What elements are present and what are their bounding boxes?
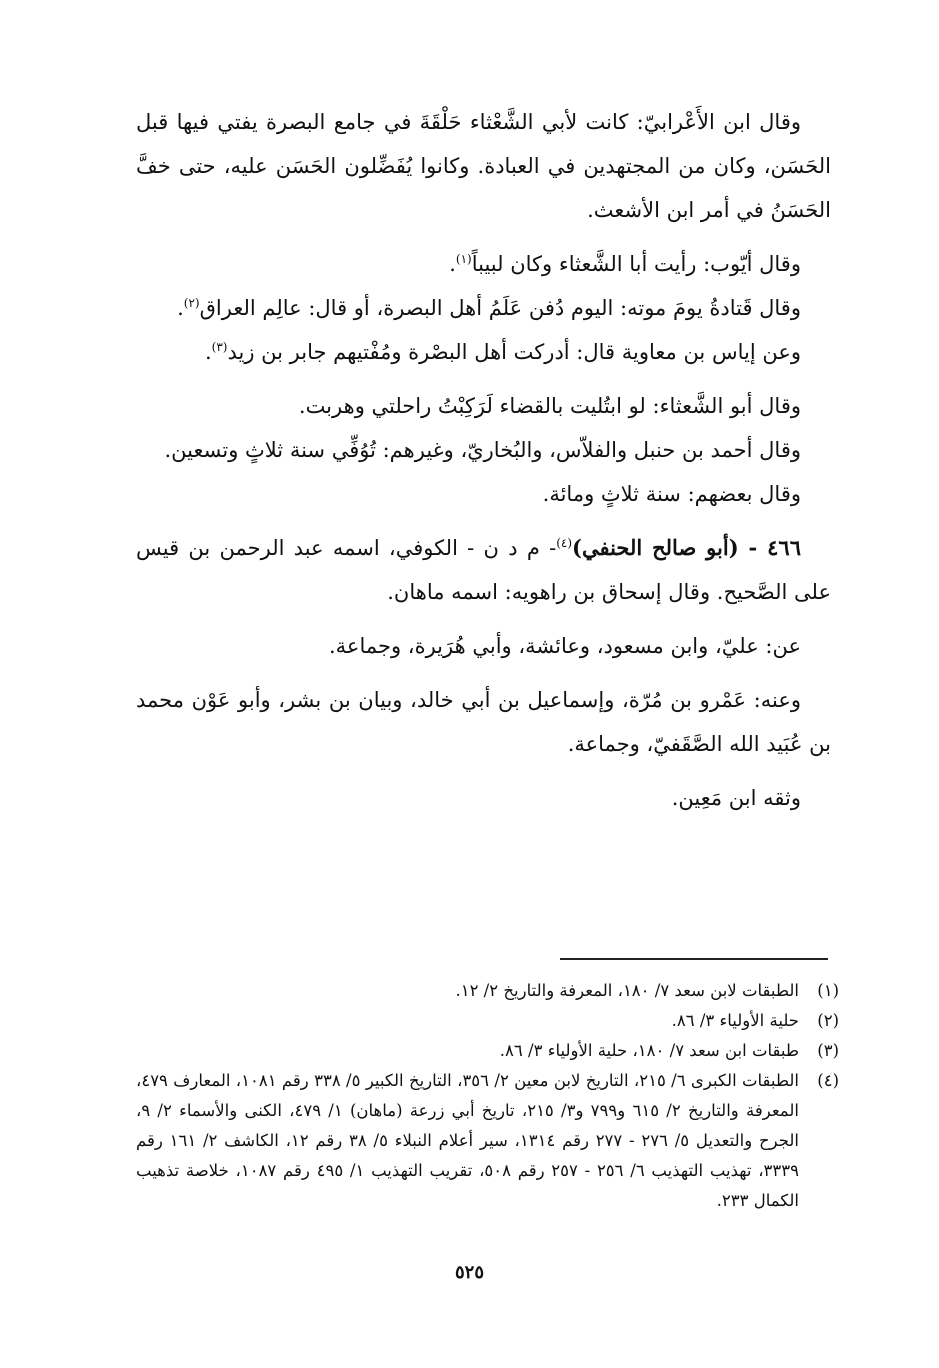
biography-entry — [136, 526, 831, 614]
paragraph-3 — [136, 286, 831, 330]
paragraph-2-end: . — [449, 252, 456, 276]
footnote-4 — [136, 1066, 839, 1216]
footnote-ref-3[interactable]: (٣) — [211, 340, 228, 354]
footnote-separator — [560, 958, 828, 960]
footnote-ref-4[interactable]: (٤) — [556, 536, 573, 550]
paragraph-1: وقال ابن الأَعْرابيّ: كانت لأبي الشَّعْثاء حَلْقَةَ في جامع البصرة يفتي فيها قبل الحَسَن، وكان من المجتهدين في العبادة. وكانوا يُفَضِّلون الحَسَن عليه، حتى خفَّ الحَسَنُ في أمر ابن الأشعث. — [136, 110, 831, 222]
footnote-number: (٣) — [817, 1041, 839, 1060]
paragraph-6: وقال أحمد بن حنبل والفلاّس، والبُخاريّ، وغيرهم: تُوُفِّي سنة ثلاثٍ وتسعين. — [164, 438, 801, 462]
footnote-number: (١) — [817, 981, 839, 1000]
paragraph-4-end: . — [204, 340, 212, 364]
main-text — [136, 100, 831, 820]
paragraph-2-text: وقال أيّوب: رأيت أبا الشَّعثاء وكان لبيباً — [471, 252, 801, 276]
paragraph-narrators-from: عن: عليّ، وابن مسعود، وعائشة، وأبي هُرَيرة، وجماعة. — [329, 634, 801, 658]
footnote-text: الطبقات لابن سعد ٧/ ١٨٠، المعرفة والتاريخ ٢/ ١٢. — [455, 981, 799, 1000]
paragraph-7: وقال بعضهم: سنة ثلاثٍ ومائة. — [542, 482, 801, 506]
paragraph-2 — [136, 242, 831, 286]
entry-heading: ٤٦٦ - (أبو صالح الحنفي) — [572, 535, 801, 560]
footnote-1 — [136, 976, 839, 1006]
footnote-text: حلية الأولياء ٣/ ٨٦. — [671, 1011, 799, 1030]
paragraph-4 — [136, 330, 831, 374]
footnote-3 — [136, 1036, 839, 1066]
footnote-ref-1[interactable]: (١) — [455, 252, 472, 266]
footnote-text: الطبقات الكبرى ٦/ ٢١٥، التاريخ لابن معين ٢/ ٣٥٦، التاريخ الكبير ٥/ ٣٣٨ رقم ١٠٨١، المعارف ٤٧٩، المعرفة والتاريخ ٢/ ٦١٥ و٧٩٩ و٣/ ٢١٥، تاريخ أبي زرعة (ماهان) ١/ ٤٧٩، الكنى والأسماء ٢/ ٩، الجرح والتعديل ٥/ ٢٧٦ - ٢٧٧ رقم ١٣١٤، سير أعلام النبلاء ٥/ ٣٨ رقم ١٢، الكاشف ٢/ ١٦١ رقم ٣٣٣٩، تهذيب التهذيب ٦/ ٢٥٦ - ٢٥٧ رقم ٥٠٨، تقريب التهذيب ١/ ٤٩٥ رقم ١٠٨٧، خلاصة تذهيب الكمال ٢٣٣. — [136, 1071, 800, 1210]
paragraph-3-end: . — [177, 296, 184, 320]
paragraph-narrators-to: وعنه: عَمْرو بن مُرّة، وإسماعيل بن أبي خالد، وبيان بن بشر، وأبو عَوْن محمد بن عُبَيد الله الصَّقَفيّ، وجماعة. — [136, 688, 831, 756]
paragraph-5: وقال أبو الشَّعثاء: لو ابتُليت بالقضاء لَرَكِبْتُ راحلتي وهربت. — [298, 394, 801, 418]
footnote-text: طبقات ابن سعد ٧/ ١٨٠، حلية الأولياء ٣/ ٨٦. — [499, 1041, 799, 1060]
paragraph-3-text: وقال قَتادةُ يومَ موته: اليوم دُفن عَلَمُ أهل البصرة، أو قال: عالِم العراق — [199, 296, 801, 320]
entry-text: - م د ن - الكوفي، اسمه عبد الرحمن بن قيس على الصَّحيح. وقال إسحاق بن راهويه: اسمه ماهان. — [136, 536, 831, 604]
footnote-number: (٤) — [817, 1071, 839, 1090]
paragraph-reliability: وثقه ابن مَعِين. — [671, 786, 801, 810]
page-number: ٥٢٥ — [454, 1262, 484, 1283]
paragraph-4-text: وعن إياس بن معاوية قال: أدركت أهل البصْرة ومُفْتيهم جابر بن زيد — [227, 340, 801, 364]
footnote-ref-2[interactable]: (٢) — [183, 296, 200, 310]
footnote-2 — [136, 1006, 839, 1036]
footnotes — [136, 976, 839, 1216]
footnote-number: (٢) — [817, 1011, 839, 1030]
